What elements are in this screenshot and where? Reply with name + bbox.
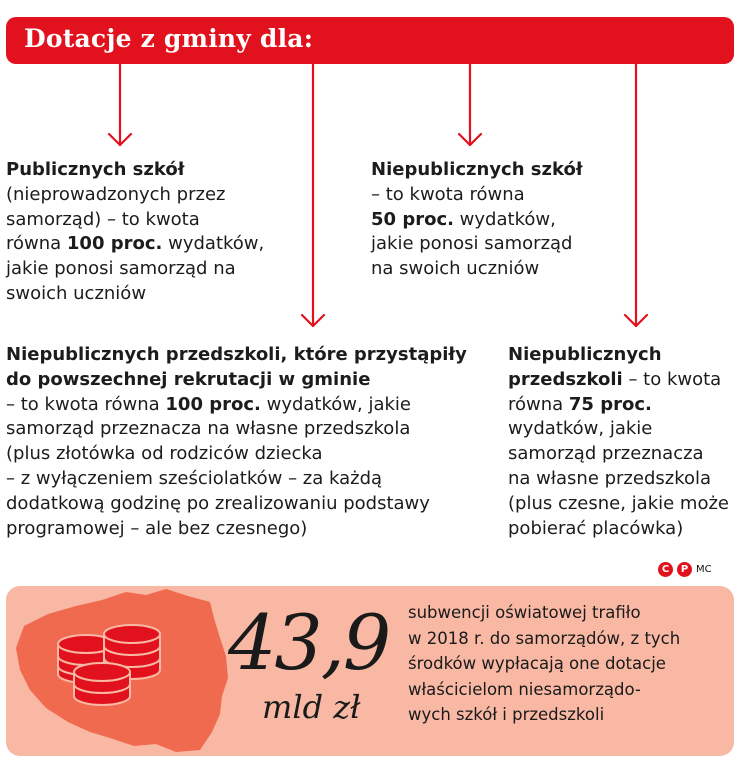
text-span: równa bbox=[6, 233, 67, 255]
block-title-line: przedszkoli bbox=[508, 368, 623, 390]
percent-value: 50 proc. bbox=[371, 208, 454, 230]
text-line: jakie ponosi samorząd bbox=[371, 233, 573, 255]
text-line: dodatkową godzinę po zrealizowaniu podstawy bbox=[6, 492, 430, 514]
percent-value: 75 proc. bbox=[568, 393, 652, 415]
arrow-down-icon bbox=[109, 63, 131, 145]
text-span: równa bbox=[508, 393, 569, 415]
text-line: subwencji oświatowej trafiło bbox=[408, 603, 641, 622]
text-line bbox=[6, 232, 306, 257]
text-span: wydatków, bbox=[162, 233, 265, 255]
text-line: – to kwota równa bbox=[371, 183, 525, 205]
press-icon: P bbox=[677, 562, 692, 577]
text-line: właścicielom niesamorządo- bbox=[408, 679, 641, 699]
text-line: swoich uczniów bbox=[6, 282, 147, 304]
text-line: (plus złotówka od rodziców dziecka bbox=[6, 443, 323, 465]
text-line: środków wypłacają one dotacje bbox=[408, 654, 666, 673]
text-span: wydatków, bbox=[453, 208, 556, 230]
text-line: wydatków, jakie bbox=[508, 418, 653, 440]
copyright-credit bbox=[658, 562, 712, 577]
amount-unit: mld zł bbox=[262, 688, 361, 726]
text-line: pobierać placówka) bbox=[508, 517, 684, 539]
block-title-line: do powszechnej rekrutacji w gminie bbox=[6, 368, 371, 390]
public-schools-title: Publicznych szkół bbox=[6, 159, 185, 180]
text-span: – to kwota bbox=[622, 368, 722, 390]
text-line: programowej – ale bez czesnego) bbox=[6, 517, 308, 539]
text-line: – z wyłączeniem sześciolatków – za każdą bbox=[6, 467, 383, 489]
text-line bbox=[508, 368, 748, 393]
nonpublic-schools-title: Niepublicznych szkół bbox=[371, 159, 583, 180]
text-line: w 2018 r. do samorządów, z tych bbox=[408, 628, 681, 648]
text-line: na własne przedszkola bbox=[508, 467, 712, 489]
text-line: (plus czesne, jakie może bbox=[508, 492, 730, 514]
text-line bbox=[508, 393, 748, 418]
text-line bbox=[371, 208, 671, 233]
block-title-line: Niepublicznych bbox=[508, 344, 662, 365]
percent-value: 100 proc. bbox=[66, 233, 163, 255]
text-line: jakie ponosi samorząd na bbox=[6, 258, 236, 280]
arrow-down-icon bbox=[459, 63, 481, 145]
text-line: samorząd przeznacza na własne przedszkola bbox=[6, 418, 411, 440]
text-line bbox=[6, 393, 496, 418]
author-initials: MC bbox=[696, 564, 712, 575]
nonpublic-schools-block bbox=[371, 158, 671, 282]
text-span: wydatków, jakie bbox=[260, 393, 411, 415]
nonpublic-preschools-recruitment-block bbox=[6, 343, 496, 541]
amount-value: 43,9 bbox=[228, 598, 390, 687]
text-line: wych szkół i przedszkoli bbox=[408, 705, 605, 724]
header-title: Dotacje z gminy dla: bbox=[24, 24, 314, 53]
block-title-line: Niepublicznych przedszkoli, które przystąpiły bbox=[6, 344, 467, 365]
text-line: samorząd) – to kwota bbox=[6, 208, 200, 230]
text-line: samorząd przeznacza bbox=[508, 443, 704, 465]
text-line: na swoich uczniów bbox=[371, 258, 540, 280]
copyright-icon: C bbox=[658, 562, 673, 577]
text-line: (nieprowadzonych przez bbox=[6, 183, 226, 205]
public-schools-block bbox=[6, 158, 306, 307]
summary-illustration bbox=[6, 586, 236, 756]
percent-value: 100 proc. bbox=[165, 393, 261, 415]
summary-description bbox=[408, 600, 728, 728]
nonpublic-preschools-block bbox=[508, 343, 748, 541]
text-span: – to kwota równa bbox=[6, 393, 166, 415]
